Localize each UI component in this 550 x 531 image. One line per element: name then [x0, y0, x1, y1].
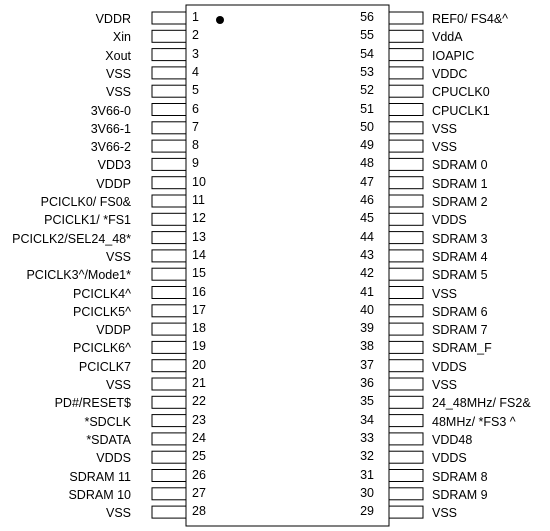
pin-31-number: 31 [360, 467, 374, 482]
pin-51-label: CPUCLK1 [432, 103, 490, 118]
pin-36-number: 36 [360, 376, 374, 390]
pin-5-label: VSS [105, 85, 131, 100]
pin-48-label: SDRAM 0 [432, 158, 488, 173]
pin-28-lead [152, 506, 186, 518]
pin-19-lead [152, 341, 186, 353]
pin-53-label: VDDC [432, 66, 468, 81]
pin-50-number: 50 [360, 119, 374, 134]
pin-33-number: 33 [360, 430, 374, 445]
pin-17-number: 17 [192, 302, 206, 317]
pin-30-label: SDRAM 9 [432, 487, 488, 502]
pin-20-label: PCICLK7 [78, 359, 131, 374]
pin-9-lead [152, 158, 186, 170]
pin-13-lead [152, 232, 186, 244]
pin-43-number: 43 [360, 247, 374, 262]
pin-14-number: 14 [192, 247, 206, 262]
pin-2-lead [152, 30, 186, 42]
pin-45-lead [389, 213, 423, 225]
pin-4-number: 4 [192, 64, 199, 79]
pin-15-label: PCICLK3^/Mode1* [26, 268, 131, 283]
pin-27-lead [152, 488, 186, 500]
pin-6-number: 6 [192, 101, 199, 116]
pin-56-number: 56 [360, 10, 374, 24]
pin-14-lead [152, 250, 186, 262]
pin-44-number: 44 [360, 229, 374, 244]
pin-20-lead [152, 360, 186, 372]
pin-40-number: 40 [360, 302, 374, 317]
pin-17-label: PCICLK5^ [73, 304, 131, 319]
pin-40-label: SDRAM 6 [432, 304, 488, 319]
pin-43-lead [389, 250, 423, 262]
pin-7-lead [152, 122, 186, 134]
pin-34-label: 48MHz/ *FS3 ^ [432, 414, 516, 429]
pin-2-label: Xin [112, 30, 131, 45]
pin-42-number: 42 [360, 266, 374, 281]
pin-5-number: 5 [192, 83, 199, 98]
pin-4-label: VSS [105, 66, 131, 81]
pin-20-number: 20 [192, 357, 206, 372]
pin-54-number: 54 [360, 46, 374, 61]
pin-21-label: VSS [105, 378, 131, 392]
pin-53-lead [389, 67, 423, 79]
pin-22-number: 22 [192, 394, 206, 409]
pin-55-lead [389, 30, 423, 42]
pin-41-label: VSS [432, 286, 458, 301]
pin-11-number: 11 [192, 193, 205, 207]
pin-52-label: CPUCLK0 [432, 85, 490, 100]
pin-32-label: VDDS [432, 451, 467, 466]
pin-11-lead [152, 195, 186, 207]
pin-24-lead [152, 433, 186, 445]
pin-55-label: VddA [432, 30, 463, 45]
pin-11-label: PCICLK0/ FS0& [40, 195, 131, 209]
pin-53-number: 53 [360, 64, 374, 79]
pin-51-number: 51 [360, 101, 374, 116]
pin-10-lead [152, 177, 186, 189]
pin-56-lead [389, 12, 423, 24]
pin-56-label: REF0/ FS4&^ [432, 12, 509, 26]
pin-36-lead [389, 378, 423, 390]
pin-39-lead [389, 323, 423, 335]
pin-25-number: 25 [192, 449, 206, 464]
pin-54-label: IOAPIC [432, 48, 475, 63]
pin-26-number: 26 [192, 467, 206, 482]
pin-47-number: 47 [360, 174, 374, 189]
pin-7-label: 3V66-1 [90, 121, 131, 136]
pin-31-label: SDRAM 8 [432, 469, 488, 484]
pin-52-number: 52 [360, 83, 374, 98]
pin-49-lead [389, 140, 423, 152]
pin-22-lead [152, 396, 186, 408]
pin-30-number: 30 [360, 485, 374, 500]
pin-10-number: 10 [192, 174, 206, 189]
pin-27-label: SDRAM 10 [68, 487, 131, 502]
pin-31-lead [389, 470, 423, 482]
pin-47-label: SDRAM 1 [432, 176, 488, 191]
pin-6-lead [152, 104, 186, 116]
pin-15-lead [152, 268, 186, 280]
pin-3-label: Xout [105, 48, 131, 63]
pin-39-label: SDRAM 7 [432, 323, 488, 338]
pin-33-label: VDD48 [432, 432, 473, 447]
pin-19-label: PCICLK6^ [73, 341, 131, 356]
pin-42-label: SDRAM 5 [432, 268, 488, 283]
pin-23-lead [152, 415, 186, 427]
pin-38-lead [389, 341, 423, 353]
pin-25-lead [152, 451, 186, 463]
pin-7-number: 7 [192, 119, 199, 134]
pin-8-label: 3V66-2 [90, 140, 131, 155]
pin-45-label: VDDS [432, 213, 467, 228]
pin-2-number: 2 [192, 28, 199, 43]
pin-32-number: 32 [360, 449, 374, 464]
pin-49-number: 49 [360, 138, 374, 153]
pin-54-lead [389, 49, 423, 61]
pin-19-number: 19 [192, 339, 206, 354]
pin-45-number: 45 [360, 211, 374, 226]
pin-16-label: PCICLK4^ [73, 286, 131, 301]
pin-3-lead [152, 49, 186, 61]
pin-4-lead [152, 67, 186, 79]
pin-6-label: 3V66-0 [90, 103, 131, 118]
pin-28-number: 28 [192, 504, 206, 519]
pin-44-label: SDRAM 3 [432, 231, 488, 246]
pin-22-label: PD#/RESET$ [54, 396, 131, 411]
pin-51-lead [389, 104, 423, 116]
pin-38-label: SDRAM_F [432, 341, 492, 356]
pin-26-label: SDRAM 11 [69, 469, 131, 484]
pin-50-lead [389, 122, 423, 134]
pin-27-number: 27 [192, 485, 206, 500]
pin-43-label: SDRAM 4 [432, 249, 488, 264]
pin-46-lead [389, 195, 423, 207]
pin-13-number: 13 [192, 229, 206, 244]
pin-34-number: 34 [360, 412, 374, 427]
pin-18-number: 18 [192, 321, 206, 336]
pin-14-label: VSS [105, 249, 131, 264]
pin-36-label: VSS [432, 378, 458, 392]
pin-39-number: 39 [360, 321, 374, 336]
pin-28-label: VSS [105, 506, 131, 521]
pin-35-label: 24_48MHz/ FS2& [432, 396, 531, 411]
pin-26-lead [152, 470, 186, 482]
pin-37-lead [389, 360, 423, 372]
pin-9-label: VDD3 [97, 158, 131, 173]
pin-48-number: 48 [360, 156, 374, 171]
pin-46-number: 46 [360, 193, 374, 207]
pin-21-number: 21 [192, 376, 206, 390]
pin-42-lead [389, 268, 423, 280]
pin-9-number: 9 [192, 156, 199, 171]
pin-37-label: VDDS [432, 359, 467, 374]
pin-44-lead [389, 232, 423, 244]
pin-41-lead [389, 287, 423, 299]
pin-12-number: 12 [192, 211, 206, 226]
pin-8-lead [152, 140, 186, 152]
pin-18-lead [152, 323, 186, 335]
pin-17-lead [152, 305, 186, 317]
pin-16-number: 16 [192, 284, 206, 299]
pin-24-label: *SDATA [86, 432, 131, 447]
pin-18-label: VDDP [96, 323, 131, 338]
pin-34-lead [389, 415, 423, 427]
pin-52-lead [389, 85, 423, 97]
pin-25-label: VDDS [96, 451, 131, 466]
pin-49-label: VSS [432, 140, 458, 155]
pin-3-number: 3 [192, 46, 199, 61]
pin-24-number: 24 [192, 430, 206, 445]
pin-32-lead [389, 451, 423, 463]
pin-23-label: *SDCLK [84, 414, 131, 429]
pin-5-lead [152, 85, 186, 97]
pin-48-lead [389, 158, 423, 170]
pin-1-number: 1 [192, 10, 199, 24]
pin-50-label: VSS [432, 121, 458, 136]
pin-37-number: 37 [360, 357, 374, 372]
pin-16-lead [152, 287, 186, 299]
pin-29-label: VSS [432, 506, 458, 521]
pin1-marker [216, 16, 224, 24]
pin-1-lead [152, 12, 186, 24]
pin-38-number: 38 [360, 339, 374, 354]
pin-33-lead [389, 433, 423, 445]
pin-41-number: 41 [360, 284, 374, 299]
pin-21-lead [152, 378, 186, 390]
pin-8-number: 8 [192, 138, 199, 153]
pin-47-lead [389, 177, 423, 189]
pin-30-lead [389, 488, 423, 500]
pin-29-lead [389, 506, 423, 518]
pin-10-label: VDDP [96, 176, 131, 191]
pin-46-label: SDRAM 2 [432, 195, 488, 209]
pin-55-number: 55 [360, 28, 374, 43]
pin-12-lead [152, 213, 186, 225]
pin-40-lead [389, 305, 423, 317]
pin-12-label: PCICLK1/ *FS1 [44, 213, 131, 228]
pin-13-label: PCICLK2/SEL24_48* [12, 231, 131, 246]
pin-1-label: VDDR [95, 12, 131, 26]
pin-15-number: 15 [192, 266, 206, 281]
pin-35-lead [389, 396, 423, 408]
pin-35-number: 35 [360, 394, 374, 409]
pin-23-number: 23 [192, 412, 206, 427]
pin-29-number: 29 [360, 504, 374, 519]
